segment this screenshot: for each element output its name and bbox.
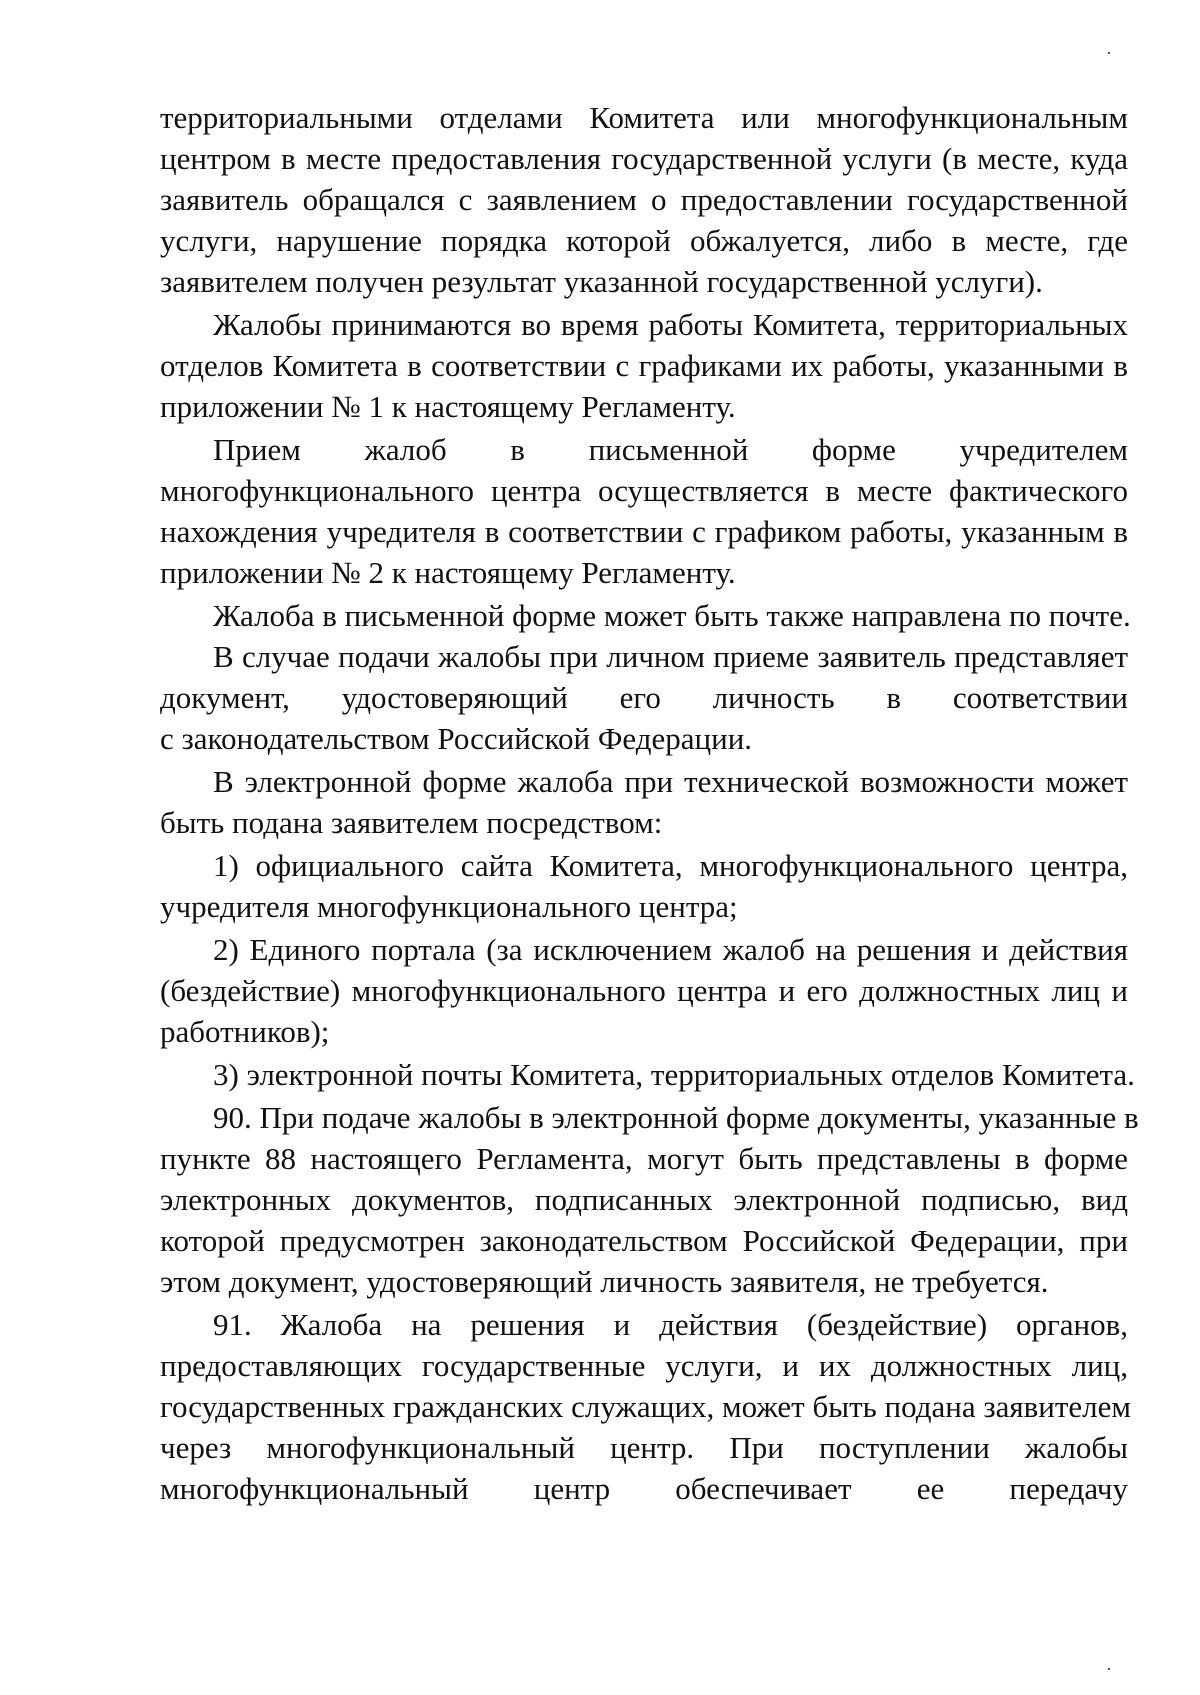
- text-line: быть подана заявителем посредством:: [160, 805, 663, 840]
- text-line: работников);: [160, 1014, 330, 1049]
- text-line: центром в месте предоставления государственной услуги (в месте, куда: [160, 141, 1128, 176]
- text-line: этом документ, удостоверяющий личность заявителя, не требуется.: [160, 1264, 1049, 1299]
- text-line: 90. При подаче жалобы в электронной форме документы, указанные в: [213, 1100, 1139, 1135]
- text-line: нахождения учредителя в соответствии с графиком работы, указанным в: [160, 514, 1128, 549]
- text-line: услуги, нарушение порядка которой обжалуется, либо в месте, где: [160, 223, 1128, 258]
- text-line: В электронной форме жалоба при технической возможности может: [213, 764, 1128, 799]
- text-line: Жалоба в письменной форме может быть также направлена по почте.: [213, 598, 1131, 633]
- text-line: которой предусмотрен законодательством Российской Федерации, при: [160, 1223, 1128, 1258]
- text-line: Прием жалоб в письменной форме учредителем: [213, 432, 1128, 467]
- text-line: 91. Жалоба на решения и действия (бездействие) органов,: [213, 1307, 1128, 1342]
- text-line: 3) электронной почты Комитета, территориальных отделов Комитета.: [213, 1057, 1135, 1092]
- scan-speck: [1108, 1668, 1110, 1670]
- text-line: 1) официального сайта Комитета, многофункционального центра,: [213, 848, 1128, 883]
- text-line: приложении № 1 к настоящему Регламенту.: [160, 389, 736, 424]
- scan-speck: [1108, 52, 1110, 54]
- text-line: заявителем получен результат указанной государственной услуги).: [160, 264, 1043, 299]
- text-line: пункте 88 настоящего Регламента, могут быть представлены в форме: [160, 1141, 1128, 1176]
- text-line: учредителя многофункционального центра;: [160, 889, 738, 924]
- text-line: государственных гражданских служащих, может быть подана заявителем: [160, 1389, 1131, 1424]
- text-line: через многофункциональный центр. При поступлении жалобы: [160, 1430, 1128, 1465]
- text-line: (бездействие) многофункционального центра и его должностных лиц и: [160, 973, 1128, 1008]
- text-line: территориальными отделами Комитета или многофункциональным: [160, 100, 1128, 135]
- text-line: Жалобы принимаются во время работы Комитета, территориальных: [213, 307, 1128, 342]
- text-line: с законодательством Российской Федерации.: [160, 721, 753, 756]
- text-line: приложении № 2 к настоящему Регламенту.: [160, 555, 736, 590]
- text-line: 2) Единого портала (за исключением жалоб на решения и действия: [213, 932, 1128, 967]
- text-line: заявитель обращался с заявлением о предоставлении государственной: [160, 182, 1128, 217]
- text-line: документ, удостоверяющий его личность в соответствии: [160, 680, 1128, 715]
- text-line: многофункциональный центр обеспечивает ее передачу: [160, 1471, 1128, 1506]
- text-line: предоставляющих государственные услуги, и их должностных лиц,: [160, 1348, 1128, 1383]
- text-line: отделов Комитета в соответствии с графиками их работы, указанными в: [160, 348, 1128, 383]
- text-line: многофункционального центра осуществляется в месте фактического: [160, 473, 1128, 508]
- text-line: В случае подачи жалобы при личном приеме заявитель представляет: [213, 639, 1128, 674]
- text-line: электронных документов, подписанных электронной подписью, вид: [160, 1182, 1128, 1217]
